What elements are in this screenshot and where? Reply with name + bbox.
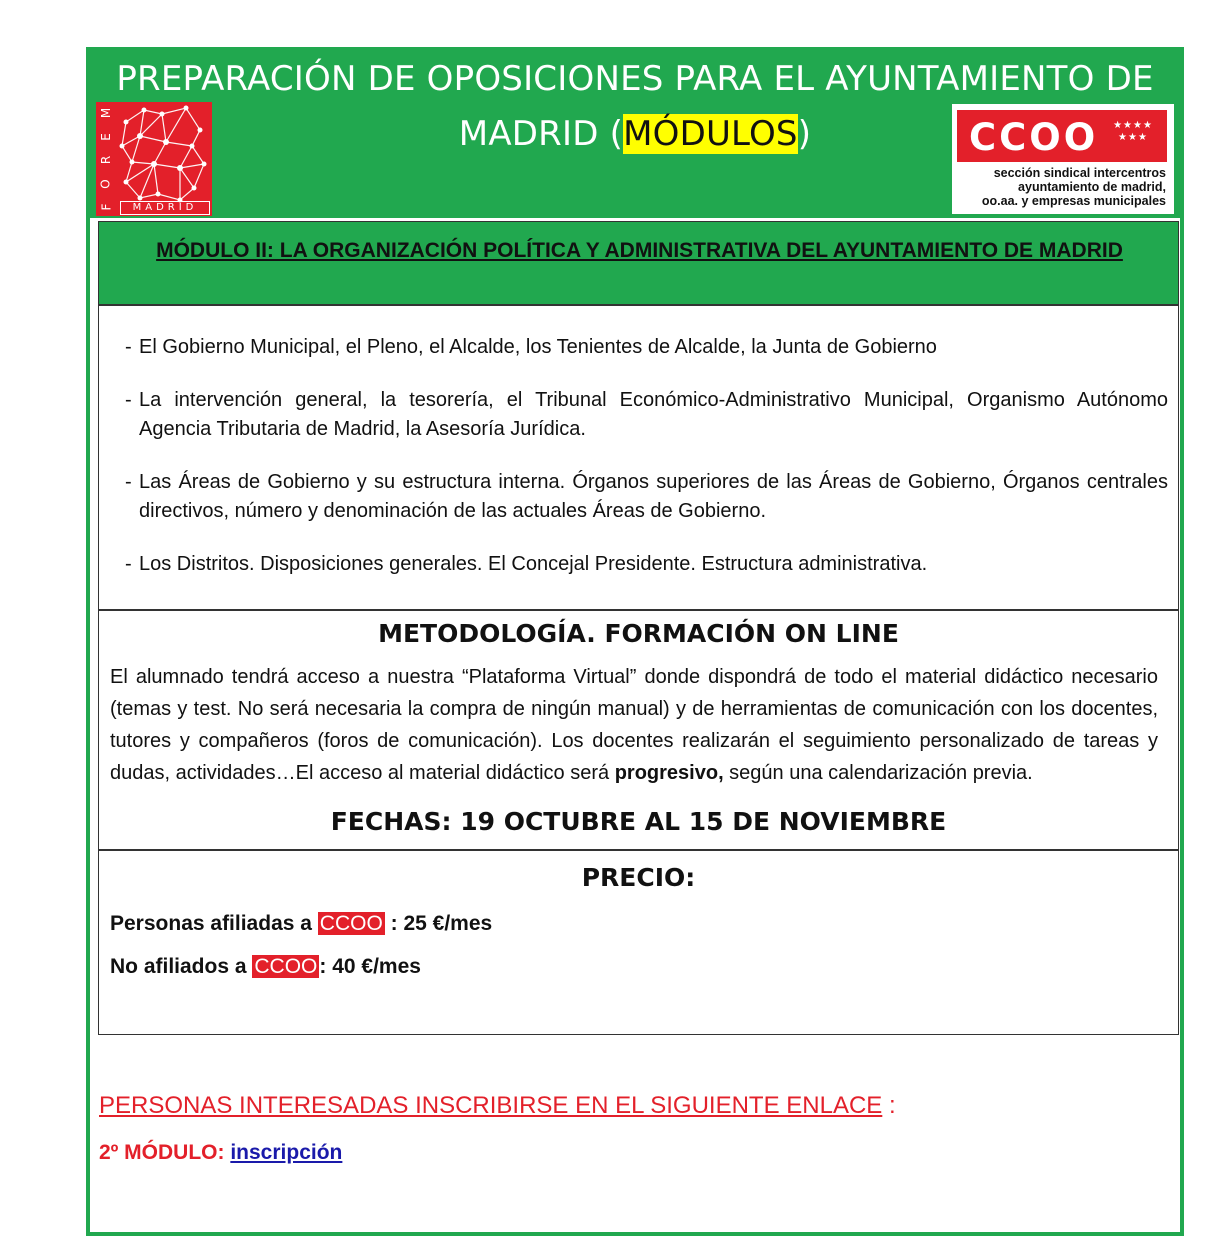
ccoo-caption-line: oo.aa. y empresas municipales [981,194,1166,208]
topic-item: - Los Distritos. Disposiciones generales. El Concejal Presidente. Estructura administrativa. [139,550,1168,579]
price-non-affiliated-label: No afiliados a [110,955,253,978]
signup-text: PERSONAS INTERESADAS INSCRIBIRSE EN EL SIGUIENTE ENLACE [99,1092,883,1119]
title-line-1: PREPARACIÓN DE OPOSICIONES PARA EL AYUNTAMIENTO DE [116,59,1154,99]
ccoo-logo [952,104,1174,214]
ccoo-tag: CCOO [254,955,318,978]
methodology-text-end: según una calendarización previa. [723,762,1033,784]
price-title: PRECIO: [581,863,696,892]
ccoo-caption-line: ayuntamiento de madrid, [1018,180,1166,194]
methodology-text-main: El alumnado tendrá acceso a nuestra “Plataforma Virtual” donde dispondrá de todo el material didáctico necesario (temas y test. No será necesaria la compra de ningún manual) y de herramientas de comunicación con los docentes, tutores y compañeros (foros de comunicación). Los docentes realizarán el seguimiento personalizado de tareas y dudas, actividades…El acceso al material didáctico será [110,666,1158,784]
price-box [98,850,1179,1035]
ccoo-red-bar [957,110,1167,162]
price-non-affiliated-value: : 40 €/mes [319,955,421,978]
topic-item: - Las Áreas de Gobierno y su estructura interna. Órganos superiores de las Áreas de Gobierno, Órganos centrales directivos, número y denominación de las actuales Áreas de Gobierno. [139,468,1168,526]
methodology-box [98,610,1179,850]
topic-item: - El Gobierno Municipal, el Pleno, el Alcalde, los Tenientes de Alcalde, la Junta de Gobierno [139,333,1168,362]
price-affiliated-value: : 25 €/mes [384,912,493,935]
signup-notice [99,1090,896,1122]
topics-box [98,305,1179,610]
topic-list [99,306,1178,579]
module-title: MÓDULO II: LA ORGANIZACIÓN POLÍTICA Y ADMINISTRATIVA DEL AYUNTAMIENTO DE MADRID [156,239,1123,262]
forem-letter: F [99,203,113,211]
forem-network-graphic [96,102,212,216]
title-post: ) [797,114,812,154]
methodology-text-bold: progresivo, [614,762,724,784]
forem-letter: O [98,178,113,189]
title-pre: MADRID ( [458,114,624,154]
topic-item: - La intervención general, la tesorería, el Tribunal Económico-Administrativo Municipal, Organismo Autónomo Agencia Tributaria de Madrid, la Asesoría Jurídica. [139,386,1168,444]
module-signup-label: 2º MÓDULO: [99,1141,231,1164]
module-heading-box [98,221,1179,305]
forem-logo [96,102,212,216]
module-signup-row [99,1138,342,1168]
methodology-title: METODOLOGÍA. FORMACIÓN ON LINE [378,619,899,648]
ccoo-wordmark: CCOO [969,116,1099,159]
methodology-text [99,649,1178,789]
title-highlight: MÓDULOS [623,114,798,154]
ccoo-tag: CCOO [319,912,383,935]
course-dates: FECHAS: 19 OCTUBRE AL 15 DE NOVIEMBRE [330,807,947,836]
ccoo-stars-icon: ★★★★ ★★★ [1113,120,1153,143]
forem-letter: R [99,155,113,165]
forem-bottom-label: MADRID [120,201,210,215]
signup-link[interactable]: inscripción [230,1141,343,1164]
ccoo-caption-line: sección sindical intercentros [993,166,1166,180]
price-affiliated-label: Personas afiliadas a [110,912,318,935]
ccoo-caption [982,166,1166,208]
forem-letter: M [98,107,113,119]
price-non-affiliated [99,953,1178,981]
signup-colon: : [882,1092,896,1119]
forem-letter: E [99,132,113,141]
price-affiliated [99,910,1178,938]
